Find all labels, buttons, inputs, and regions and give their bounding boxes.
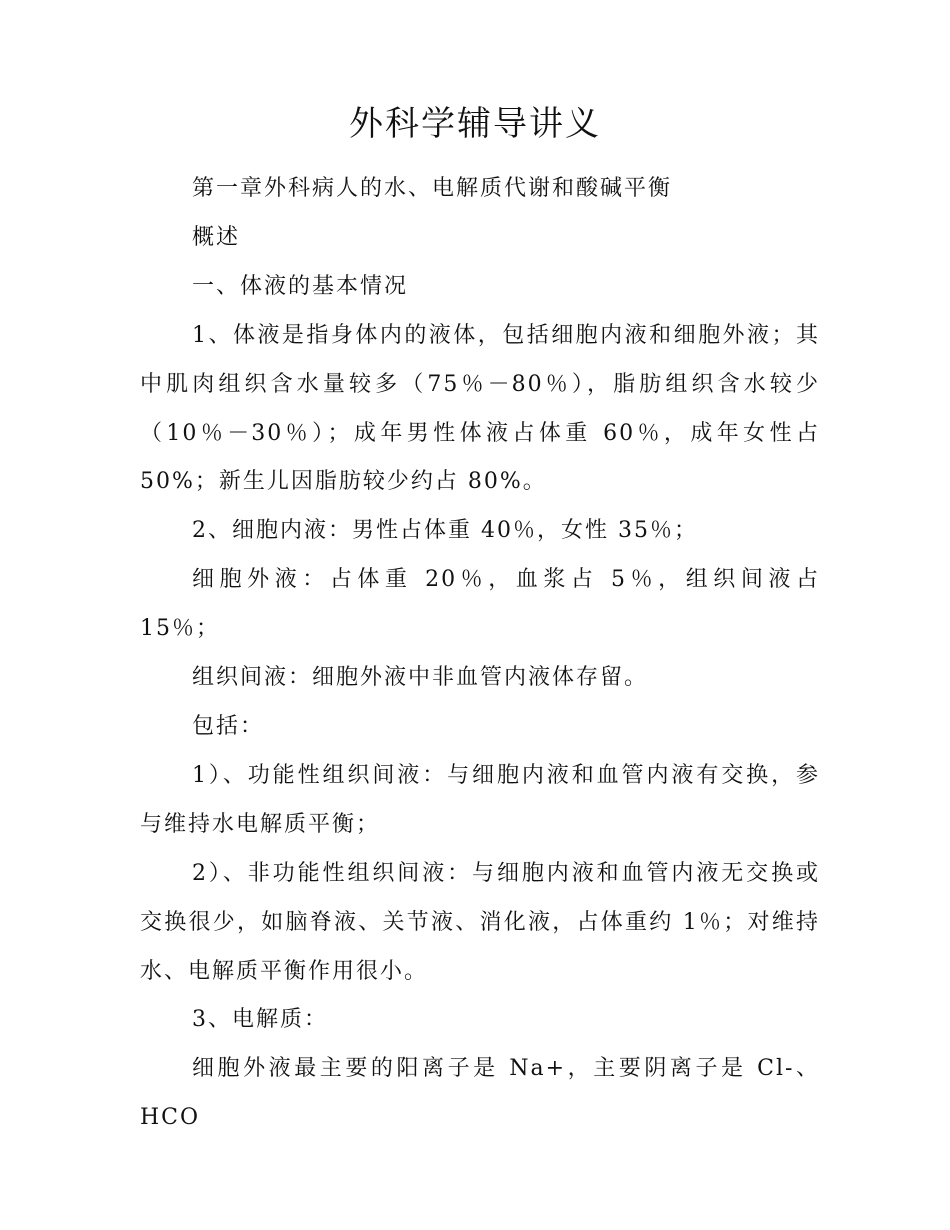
paragraph: 3、电解质： xyxy=(192,1007,328,1033)
document-body xyxy=(140,165,820,1143)
chapter-heading: 第一章外科病人的水、电解质代谢和酸碱平衡 xyxy=(192,176,673,201)
paragraph: 2）、非功能性组织间液：与细胞内液和血管内液无交换或交换很少，如脑脊液、关节液、消化液，占体重约 1％；对维持水、电解质平衡作用很小。 xyxy=(140,860,820,984)
paragraph: 1、体液是指身体内的液体，包括细胞内液和细胞外液；其中肌肉组织含水量较多（75％－80％），脂肪组织含水较少（10％－30％）；成年男性体液占体重 60％，成年女性占 50%；新生儿因脂肪较少约占 80%。 xyxy=(140,322,820,495)
paragraph: 2、细胞内液：男性占体重 40％，女性 35％； xyxy=(192,518,698,544)
section-overview: 概述 xyxy=(192,224,241,250)
section-heading: 一、体液的基本情况 xyxy=(192,273,409,299)
paragraph: 1）、功能性组织间液：与细胞内液和血管内液有交换，参与维持水电解质平衡； xyxy=(140,762,820,837)
paragraph: 细胞外液：占体重 20％，血浆占 5％，组织间液占 15％； xyxy=(140,567,820,642)
paragraph: 组织间液：细胞外液中非血管内液体存留。 xyxy=(192,665,649,691)
paragraph: 细胞外液最主要的阳离子是 Na+，主要阴离子是 Cl-、HCO xyxy=(140,1056,820,1131)
paragraph: 包括： xyxy=(192,713,265,739)
document-title: 外科学辅导讲义 xyxy=(349,104,601,144)
